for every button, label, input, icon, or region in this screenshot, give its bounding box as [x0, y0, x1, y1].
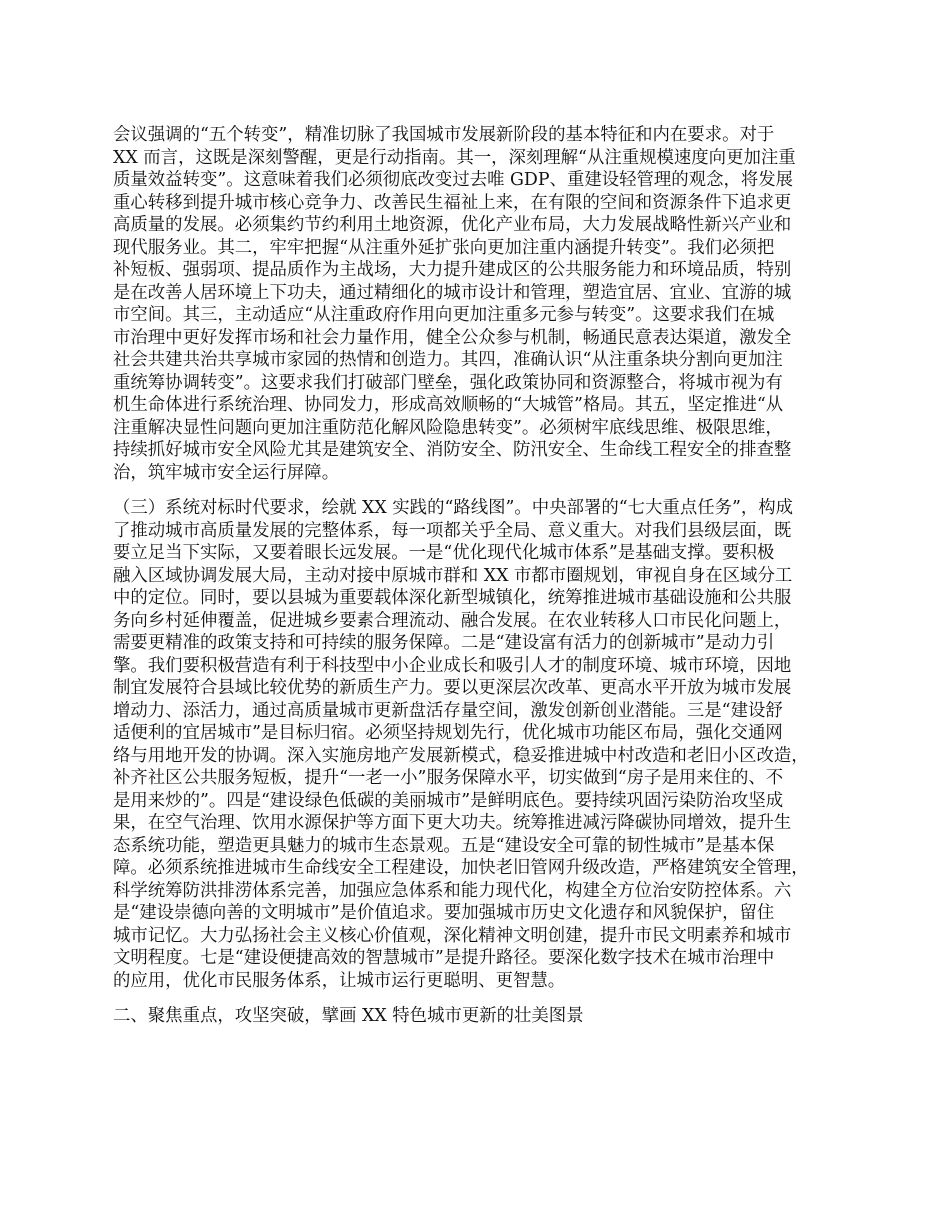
text-line: 注重解决显性问题向更加注重防范化解风险隐患转变”。必须树牢底线思维、极限思维， [113, 417, 783, 438]
text-line: 是用来炒的”。四是“建设绿色低碳的美丽城市”是鲜明底色。要持续巩固污染防治攻坚成 [113, 790, 784, 811]
text-line: XX 而言，这既是深刻警醒，更是行动指南。其一，深刻理解“从注重规模速度向更加注重 [113, 147, 796, 168]
text-line: 补短板、强弱项、提品质作为主战场，大力提升建成区的公共服务能力和环境品质，特别 [113, 260, 792, 280]
text-line: 补齐社区公共服务短板，提升“一老一小”服务保障水平，切实做到“房子是用来住的、不 [113, 768, 784, 788]
text-line: 二、聚焦重点，攻坚突破，擘画 XX 特色城市更新的壮美图景 [113, 1006, 584, 1026]
text-line: 态系统功能，塑造更具魅力的城市生态景观。五是“建设安全可靠的韧性城市”是基本保 [113, 835, 775, 856]
text-line: 现代服务业。其二，牢牢把握“从注重外延扩张向更加注重内涵提升转变”。我们必须把 [113, 237, 775, 258]
text-line: （三）系统对标时代要求，绘就 XX 实践的“路线图”。中央部署的“七大重点任务”，构成 [113, 498, 794, 518]
text-line: 持续抓好城市安全风险尤其是建筑安全、消防安全、防汛安全、生命线工程安全的排查整 [113, 440, 792, 460]
text-line: 络与用地开发的协调。深入实施房地产发展新模式，稳妥推进城中村改造和老旧小区改造， [113, 745, 809, 766]
text-line: 需要更精准的政策支持和可持续的服务保障。二是“建设富有活力的创新城市”是动力引 [113, 633, 775, 653]
text-line: 文明程度。七是“建设便捷高效的智慧城市”是提升路径。要深化数字技术在城市治理中 [113, 948, 775, 968]
text-line: 中的定位。同时，要以县城为重要载体深化新型城镇化，统筹推进城市基础设施和公共服 [113, 588, 792, 608]
section-heading [113, 1005, 858, 1028]
text-line: 果，在空气治理、饮用水源保护等方面下更大功夫。统筹推进减污降碳协同增效，提升生 [113, 813, 792, 833]
paragraph [113, 497, 858, 992]
text-line: 会议强调的“五个转变”，精准切脉了我国城市发展新阶段的基本特征和内在要求。对于 [113, 125, 775, 145]
text-line: 是“建设崇德向善的文明城市”是价值追求。要加强城市历史文化遗存和风貌保护，留住 [113, 903, 775, 923]
text-line: 科学统筹防洪排涝体系完善，加强应急体系和能力现代化，构建全方位治安防控体系。六 [113, 880, 792, 901]
text-line: 增动力、添活力，通过高质量城市更新盘活存量空间，激发创新创业潜能。三是“建设舒 [113, 700, 783, 721]
text-line: 城市记忆。大力弘扬社会主义核心价值观，深化精神文明创建，提升市民文明素养和城市 [113, 925, 792, 946]
text-line: 机生命体进行系统治理、协同发力，形成高效顺畅的“大城管”格局。其五，坚定推进“从 [113, 395, 784, 415]
text-line: 高质量的发展。必须集约节约利用土地资源，优化产业布局，大力发展战略性新兴产业和 [113, 215, 792, 235]
paragraph [113, 124, 858, 484]
text-line: 的应用，优化市民服务体系，让城市运行更聪明、更智慧。 [113, 970, 566, 991]
text-line: 融入区域协调发展大局，主动对接中原城市群和 XX 市都市圈规划，审视自身在区域分工 [113, 565, 793, 586]
text-line: 是在改善人居环境上下功夫，通过精细化的城市设计和管理，塑造宜居、宜业、宜游的城 [113, 282, 792, 303]
text-line: 市空间。其三，主动适应“从注重政府作用向更加注重多元参与转变”。这要求我们在城 [113, 305, 775, 325]
text-line: 社会共建共治共享城市家园的热情和创造力。其四，准确认识“从注重条块分割向更加注 [113, 350, 783, 370]
text-line: 要立足当下实际，又要着眼长远发展。一是“优化现代化城市体系”是基础支撑。要积极 [113, 543, 775, 563]
text-line: 重统筹协调转变”。这要求我们打破部门壁垒，强化政策协同和资源整合，将城市视为有 [113, 372, 783, 393]
text-line: 了推动城市高质量发展的完整体系，每一项都关乎全局、意义重大。对我们县级层面，既 [113, 520, 792, 541]
text-line: 治，筑牢城市安全运行屏障。 [113, 462, 340, 483]
text-line: 市治理中更好发挥市场和社会力量作用，健全公众参与机制，畅通民意表达渠道，激发全 [113, 327, 792, 348]
document-page [113, 124, 858, 1041]
text-line: 障。必须系统推进城市生命线安全工程建设，加快老旧管网升级改造，严格建筑安全管理， [113, 858, 809, 878]
text-line: 适便利的宜居城市”是目标归宿。必须坚持规划先行，优化城市功能区布局，强化交通网 [113, 723, 783, 743]
text-line: 擎。我们要积极营造有利于科技型中小企业成长和吸引人才的制度环境、城市环境，因地 [113, 655, 792, 676]
text-line: 务向乡村延伸覆盖，促进城乡要素合理流动、融合发展。在农业转移人口市民化问题上， [113, 610, 792, 631]
text-line: 重心转移到提升城市核心竞争力、改善民生福祉上来，在有限的空间和资源条件下追求更 [113, 192, 792, 213]
text-line: 质量效益转变”。这意味着我们必须彻底改变过去唯 GDP、重建设轻管理的观念，将发展 [113, 170, 794, 190]
text-line: 制宜发展符合县域比较优势的新质生产力。要以更深层次改革、更高水平开放为城市发展 [113, 678, 792, 698]
